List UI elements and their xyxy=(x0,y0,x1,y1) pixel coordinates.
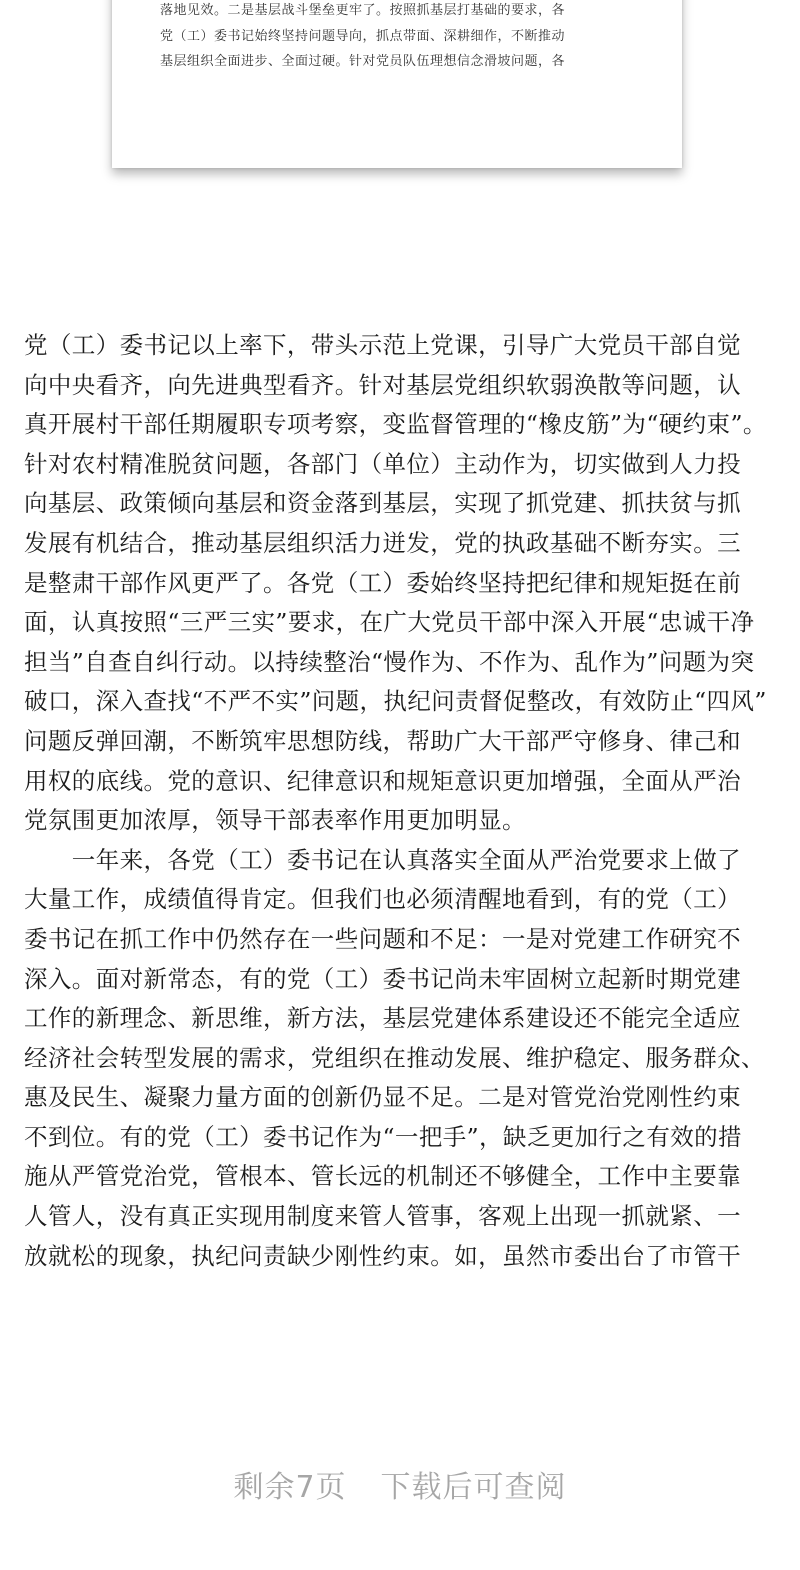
text-line: 工作的新理念、新思维，新方法，基层党建体系建设还不能完全适应 xyxy=(24,1004,741,1033)
text-line: 向中央看齐，向先进典型看齐。针对基层党组织软弱涣散等问题，认 xyxy=(24,370,741,399)
text-line: 担当”自查自纠行动。以持续整治“慢作为、不作为、乱作为”问题为突 xyxy=(24,647,755,676)
text-line: 一年来，各党（工）委书记在认真落实全面从严治党要求上做了 xyxy=(24,845,741,874)
preview-line: 落地见效。二是基层战斗堡垒更牢了。按照抓基层打基础的要求，各 xyxy=(160,3,566,18)
text-line: 党氛围更加浓厚，领导干部表率作用更加明显。 xyxy=(24,806,526,835)
text-line: 破口，深入查找“不严不实”问题，执纪问责督促整改，有效防止“四风” xyxy=(24,687,767,716)
text-line: 党（工）委书记以上率下，带头示范上党课，引导广大党员干部自觉 xyxy=(24,331,741,359)
text-line: 问题反弹回潮，不断筑牢思想防线，帮助广大干部严守修身、律己和 xyxy=(24,726,741,755)
text-line: 深入。面对新常态，有的党（工）委书记尚未牢固树立起新时期党建 xyxy=(24,964,741,993)
download-to-view-label: 下载后可查阅 xyxy=(380,1470,567,1505)
text-line: 发展有机结合，推动基层组织活力迸发，党的执政基础不断夯实。三 xyxy=(24,528,741,557)
text-line: 人管人，没有真正实现用制度来管人管事，客观上出现一抓就紧、一 xyxy=(24,1202,741,1231)
text-line: 惠及民生、凝聚力量方面的创新仍显不足。二是对管党治党刚性约束 xyxy=(24,1083,741,1112)
text-line: 是整肃干部作风更严了。各党（工）委始终坚持把纪律和规矩挺在前 xyxy=(24,568,741,597)
text-line: 真开展村干部任期履职专项考察，变监督管理的“橡皮筋”为“硬约束”。 xyxy=(24,410,767,439)
text-line: 面，认真按照“三严三实”要求，在广大党员干部中深入开展“忠诚干净 xyxy=(24,608,755,637)
remaining-pages-label: 剩余7页 xyxy=(233,1470,347,1505)
text-line: 针对农村精准脱贫问题，各部门（单位）主动作为，切实做到人力投 xyxy=(24,449,741,478)
text-line: 经济社会转型发展的需求，党组织在推动发展、维护稳定、服务群众、 xyxy=(24,1043,765,1072)
text-line: 向基层、政策倾向基层和资金落到基层，实现了抓党建、抓扶贫与抓 xyxy=(24,489,741,518)
download-prompt[interactable] xyxy=(0,1462,800,1506)
text-line: 用权的底线。党的意识、纪律意识和规矩意识更加增强，全面从严治 xyxy=(24,766,741,795)
preview-line: 基层组织全面进步、全面过硬。针对党员队伍理想信念滑坡问题，各 xyxy=(160,54,566,69)
text-line: 大量工作，成绩值得肯定。但我们也必须清醒地看到，有的党（工） xyxy=(24,885,741,914)
text-line: 放就松的现象，执纪问责缺少刚性约束。如，虽然市委出台了市管干 xyxy=(24,1241,741,1270)
document-body xyxy=(24,326,794,1276)
preview-line: 党（工）委书记始终坚持问题导向，抓点带面、深耕细作，不断推动 xyxy=(160,28,566,44)
text-line: 委书记在抓工作中仍然存在一些问题和不足：一是对党建工作研究不 xyxy=(24,924,741,953)
page-preview-card xyxy=(112,0,682,168)
text-line: 施从严管党治党，管根本、管长远的机制还不够健全，工作中主要靠 xyxy=(24,1162,741,1191)
preview-text xyxy=(160,0,640,75)
text-line: 不到位。有的党（工）委书记作为“一把手”，缺乏更加行之有效的措 xyxy=(24,1122,742,1151)
